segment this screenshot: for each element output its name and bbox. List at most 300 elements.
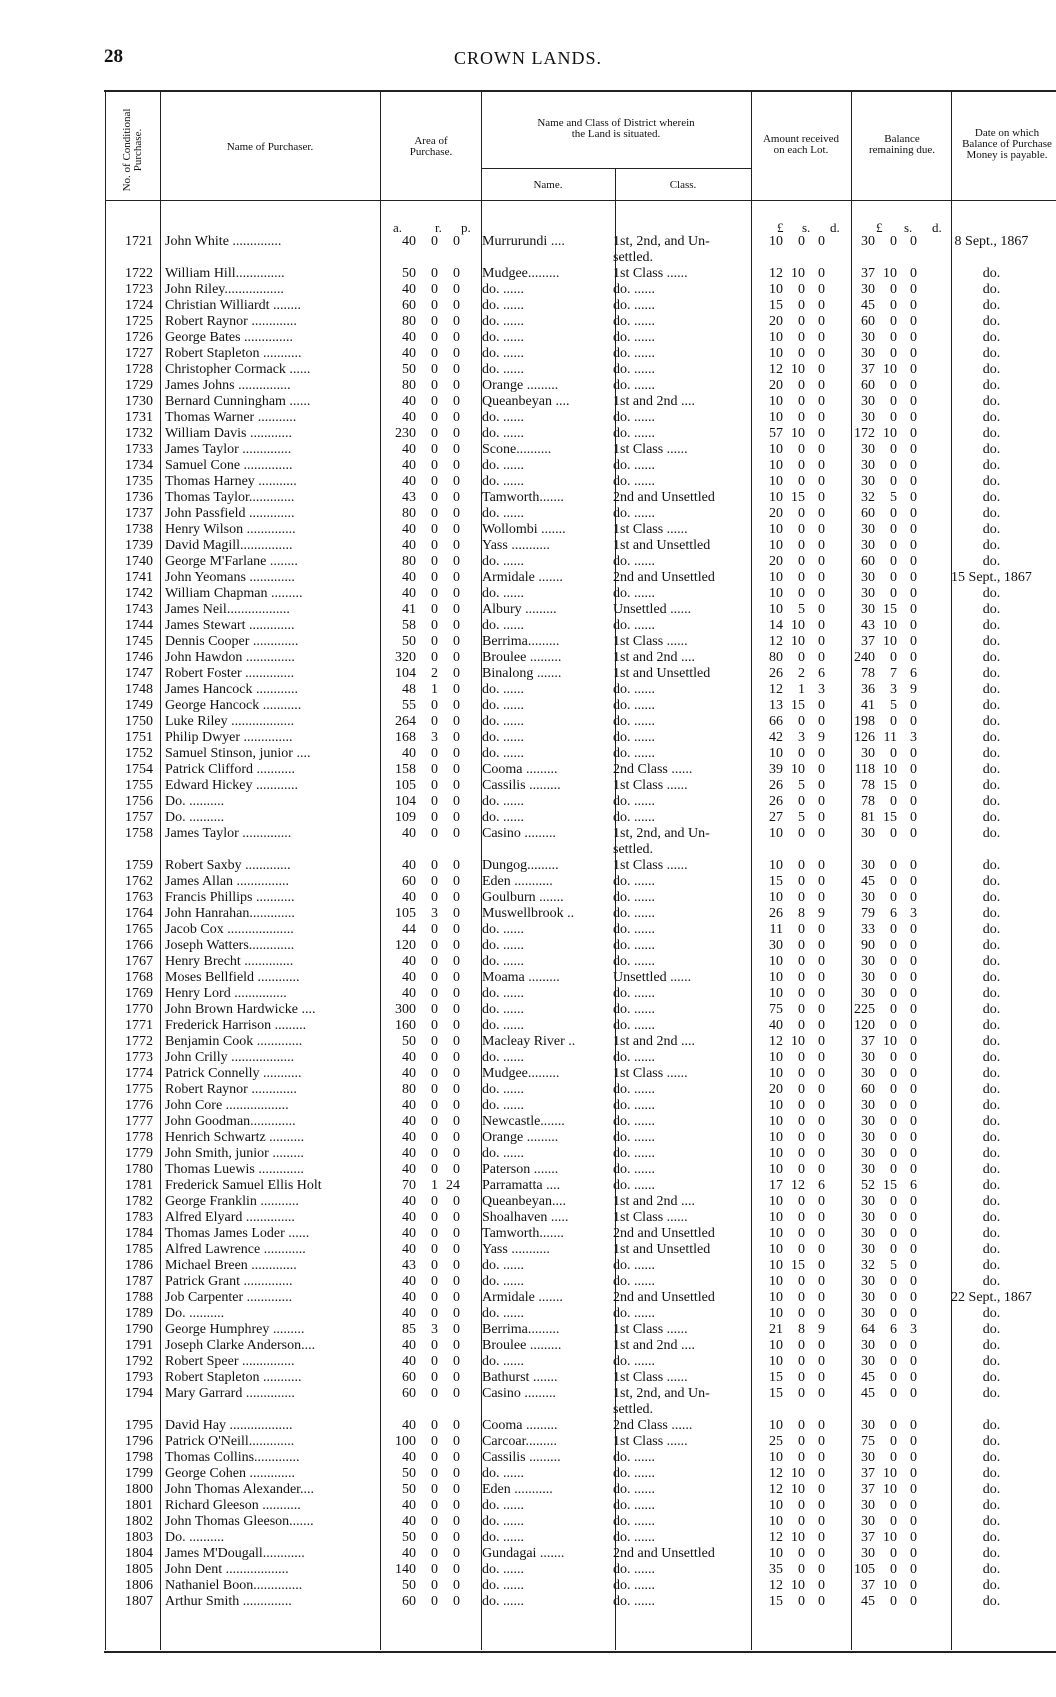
balance-pence: 0 [910,938,917,953]
amount-pounds: 42 [769,730,783,745]
amount-pence: 0 [818,938,825,953]
purchases-table [105,234,1056,1610]
purchase-number: 1791 [125,1338,153,1353]
balance-pounds: 30 [861,1162,875,1177]
area-perches: 0 [453,970,460,985]
purchaser-name: James Johns ............... [165,378,291,393]
purchase-number: 1805 [125,1562,153,1577]
purchaser-name: William Davis ............ [165,426,292,441]
district-name: do. ...... [482,794,524,809]
unit-pounds: £ [777,220,784,235]
balance-pounds: 45 [861,1594,875,1609]
area-perches: 0 [453,1242,460,1257]
amount-pounds: 12 [769,634,783,649]
district-name: Macleay River .. [482,1034,576,1049]
table-row [105,394,1056,410]
purchaser-name: John Core .................. [165,1098,289,1113]
area-perches: 0 [453,778,460,793]
payment-date: do. [982,1530,1001,1545]
amount-shillings: 0 [798,1354,805,1369]
header-district-class: Class. [669,179,697,191]
payment-date: do. [982,1370,1001,1385]
district-name: do. ...... [482,1466,524,1481]
area-acres: 60 [402,298,416,313]
purchase-number: 1725 [125,314,153,329]
area-acres: 40 [402,346,416,361]
area-perches: 0 [453,1194,460,1209]
area-roods: 0 [431,650,438,665]
purchaser-name: Thomas Warner ........... [165,410,297,425]
area-roods: 0 [431,1226,438,1241]
payment-date: do. [982,426,1001,441]
amount-pence: 0 [818,1466,825,1481]
district-class: 1st Class ...... [613,634,688,649]
area-roods: 0 [431,858,438,873]
area-perches: 0 [453,410,460,425]
amount-pence: 0 [818,634,825,649]
amount-shillings: 0 [798,826,805,841]
amount-shillings: 0 [798,1130,805,1145]
balance-pounds: 30 [861,954,875,969]
purchase-number: 1774 [125,1066,153,1081]
payment-date: do. [982,266,1001,281]
area-acres: 40 [402,1498,416,1513]
balance-shillings: 0 [890,1370,897,1385]
table-row [105,778,1056,794]
balance-pence: 0 [910,1258,917,1273]
payment-date: do. [982,362,1001,377]
district-name: do. ...... [482,330,524,345]
balance-pence [897,842,927,858]
district-name: do. ...... [482,1098,524,1113]
area-roods: 0 [431,1082,438,1097]
balance-pence: 0 [910,298,917,313]
area-acres: 264 [395,714,416,729]
amount-shillings: 0 [798,1498,805,1513]
balance-pounds: 30 [861,826,875,841]
balance-pounds: 198 [854,714,875,729]
area-acres: 50 [402,362,416,377]
amount-pence: 0 [818,1386,825,1401]
payment-date: do. [982,1322,1001,1337]
balance-shillings: 0 [890,858,897,873]
purchase-number: 1731 [125,410,153,425]
payment-date: do. [982,1466,1001,1481]
table-row [105,1178,1056,1194]
area-roods: 0 [431,874,438,889]
balance-pence: 0 [910,1546,917,1561]
amount-pence: 0 [818,1258,825,1273]
district-name [478,1402,609,1418]
balance-shillings: 0 [890,522,897,537]
purchaser-name: Thomas Harney ........... [165,474,297,489]
payment-date: do. [982,394,1001,409]
table-row [105,458,1056,474]
balance-shillings: 0 [890,378,897,393]
balance-shillings [875,250,897,266]
balance-shillings: 10 [883,1578,897,1593]
balance-pounds: 30 [861,538,875,553]
district-class: do. ...... [613,922,655,937]
area-acres: 50 [402,1034,416,1049]
amount-shillings: 10 [791,1578,805,1593]
balance-pounds [833,250,875,266]
balance-pence [897,250,927,266]
district-class: do. ...... [613,1450,655,1465]
area-roods: 0 [431,458,438,473]
purchaser-name: Michael Breen ............. [165,1258,297,1273]
purchase-number: 1748 [125,682,153,697]
page-number: 28 [104,46,123,67]
payment-date: do. [982,1178,1001,1193]
district-name: Murrurundi .... [482,234,565,249]
area-roods: 0 [431,298,438,313]
balance-pence: 0 [910,474,917,489]
purchase-number: 1732 [125,426,153,441]
district-class: do. ...... [613,618,655,633]
area-roods: 0 [431,954,438,969]
purchaser-name: Joseph Watters............. [165,938,295,953]
area-roods: 0 [431,490,438,505]
area-acres: 40 [402,282,416,297]
balance-pence: 0 [910,826,917,841]
payment-date: do. [982,970,1001,985]
amount-pence [805,250,833,266]
table-row [105,1498,1056,1514]
balance-shillings: 0 [890,474,897,489]
area-perches: 0 [453,1562,460,1577]
amount-pounds: 15 [769,1370,783,1385]
area-perches: 0 [453,586,460,601]
area-roods: 0 [431,1354,438,1369]
district-name: do. ...... [482,554,524,569]
amount-pounds: 26 [769,794,783,809]
balance-shillings: 0 [890,1450,897,1465]
table-row [105,1146,1056,1162]
table-row [105,330,1056,346]
area-roods: 0 [431,1274,438,1289]
amount-pounds: 10 [769,1450,783,1465]
purchase-number: 1727 [125,346,153,361]
purchaser-name: George M'Farlane ........ [165,554,298,569]
district-name: do. ...... [482,410,524,425]
purchaser-name: Henry Wilson .............. [165,522,296,537]
area-perches: 0 [453,1466,460,1481]
amount-pounds: 10 [769,1290,783,1305]
purchase-number: 1757 [125,810,153,825]
purchase-number: 1806 [125,1578,153,1593]
balance-pounds: 30 [861,1098,875,1113]
balance-pounds: 60 [861,378,875,393]
payment-date: do. [982,538,1001,553]
balance-pence: 3 [910,906,917,921]
area-roods: 0 [431,1162,438,1177]
district-class: 2nd and Unsettled [613,570,715,585]
purchaser-name: Mary Garrard .............. [165,1386,295,1401]
table-row [105,474,1056,490]
purchase-number: 1795 [125,1418,153,1433]
table-row [105,426,1056,442]
area-roods: 0 [431,938,438,953]
purchaser-name: George Humphrey ......... [165,1322,305,1337]
purchase-number: 1734 [125,458,153,473]
table-row [105,282,1056,298]
amount-shillings: 0 [798,1098,805,1113]
amount-pence: 0 [818,1562,825,1577]
amount-pence: 0 [818,314,825,329]
payment-date: do. [982,954,1001,969]
district-class: do. ...... [613,1018,655,1033]
balance-pounds: 30 [861,570,875,585]
balance-shillings: 15 [883,602,897,617]
payment-date: do. [982,826,1001,841]
purchaser-name: Henry Brecht .............. [165,954,294,969]
amount-pence: 0 [818,1546,825,1561]
amount-pounds: 10 [769,602,783,617]
area-roods: 0 [431,442,438,457]
amount-shillings: 10 [791,362,805,377]
balance-shillings: 6 [890,1322,897,1337]
amount-shillings: 10 [791,1482,805,1497]
purchaser-name: Henry Lord ............... [165,986,287,1001]
purchaser-name: James Taylor .............. [165,442,292,457]
area-perches: 0 [453,394,460,409]
payment-date: do. [982,1386,1001,1401]
amount-shillings: 0 [798,922,805,937]
area-roods: 0 [431,1290,438,1305]
area-perches: 0 [453,698,460,713]
amount-pence: 9 [818,730,825,745]
balance-pounds: 30 [861,458,875,473]
table-row [105,714,1056,730]
balance-shillings: 0 [890,298,897,313]
header-date: Date on which Balance of Purchase Money is payable. [962,127,1052,161]
district-name: Casino ......... [482,1386,556,1401]
area-acres: 40 [402,410,416,425]
district-name: Berrima......... [482,634,560,649]
district-name: Armidale ....... [482,1290,563,1305]
area-roods: 0 [431,1594,438,1609]
header-district-name: Name. [533,179,563,191]
amount-pounds: 10 [769,890,783,905]
balance-pence: 0 [910,506,917,521]
district-name: Wollombi ....... [482,522,566,537]
balance-pounds: 30 [861,746,875,761]
district-name: do. ...... [482,346,524,361]
purchaser-name: Do. .......... [165,1530,225,1545]
amount-shillings: 0 [798,858,805,873]
balance-pounds: 30 [861,970,875,985]
table-row [105,1290,1056,1306]
district-class: 1st Class ...... [613,1066,688,1081]
area-perches: 0 [453,266,460,281]
district-class: do. ...... [613,1002,655,1017]
area-acres: 43 [402,1258,416,1273]
amount-pence: 0 [818,442,825,457]
amount-shillings: 0 [798,938,805,953]
balance-pence: 0 [910,794,917,809]
area-roods: 0 [431,714,438,729]
amount-pence: 0 [818,1338,825,1353]
balance-shillings: 0 [890,1418,897,1433]
area-perches: 0 [453,826,460,841]
district-name: Carcoar......... [482,1434,558,1449]
balance-shillings: 0 [890,1098,897,1113]
amount-shillings: 0 [798,1514,805,1529]
table-row [105,1450,1056,1466]
table-row [105,1546,1056,1562]
table-row [105,1002,1056,1018]
balance-shillings: 0 [890,1162,897,1177]
area-perches: 0 [453,314,460,329]
amount-pence: 6 [818,1178,825,1193]
area-perches: 0 [453,346,460,361]
district-name: do. ...... [482,698,524,713]
area-roods: 0 [431,1482,438,1497]
balance-shillings: 0 [890,954,897,969]
area-acres: 40 [402,826,416,841]
amount-shillings: 0 [798,1194,805,1209]
district-name: do. ...... [482,314,524,329]
purchase-number: 1739 [125,538,153,553]
amount-pence: 0 [818,410,825,425]
balance-pounds: 32 [861,490,875,505]
unit-shillings: s. [802,220,811,235]
area-acres: 140 [395,1562,416,1577]
amount-pence: 0 [818,458,825,473]
district-name: Goulburn ....... [482,890,564,905]
amount-pounds: 12 [769,266,783,281]
purchaser-name: David Hay .................. [165,1418,293,1433]
amount-shillings: 0 [798,970,805,985]
amount-pounds: 10 [769,746,783,761]
area-perches: 0 [453,1034,460,1049]
district-class: 2nd and Unsettled [613,490,715,505]
area-acres: 50 [402,1530,416,1545]
amount-pence: 0 [818,1418,825,1433]
purchase-number: 1766 [125,938,153,953]
balance-shillings: 0 [890,554,897,569]
amount-pence: 0 [818,746,825,761]
district-name: Tamworth....... [482,1226,564,1241]
table-row [105,810,1056,826]
area-acres: 80 [402,1082,416,1097]
amount-pounds: 75 [769,1002,783,1017]
balance-pounds: 41 [861,698,875,713]
district-class: do. ...... [613,906,655,921]
balance-pence: 0 [910,778,917,793]
payment-date: do. [982,346,1001,361]
area-roods: 0 [431,1242,438,1257]
payment-date: do. [982,506,1001,521]
balance-pence: 0 [910,986,917,1001]
balance-pounds: 30 [861,1226,875,1241]
area-roods: 0 [431,522,438,537]
amount-shillings: 0 [798,1418,805,1433]
balance-pounds: 37 [861,1530,875,1545]
balance-pounds: 30 [861,602,875,617]
purchaser-name: Robert Saxby ............. [165,858,291,873]
payment-date: do. [982,522,1001,537]
purchaser-name: Samuel Cone .............. [165,458,293,473]
table-row [105,410,1056,426]
amount-shillings: 0 [798,474,805,489]
district-name: do. ...... [482,426,524,441]
balance-pence: 0 [910,378,917,393]
table-row [105,1258,1056,1274]
table-row [105,922,1056,938]
payment-date: do. [982,618,1001,633]
area-acres: 60 [402,1386,416,1401]
purchase-number [105,842,159,858]
area-perches: 0 [453,1418,460,1433]
balance-pounds: 37 [861,1482,875,1497]
area-roods: 0 [431,1562,438,1577]
amount-pence: 0 [818,794,825,809]
purchaser-name: William Chapman ......... [165,586,303,601]
balance-pounds: 37 [861,1034,875,1049]
district-name: Eden ........... [482,874,553,889]
amount-pence: 0 [818,266,825,281]
balance-pounds: 30 [861,410,875,425]
payment-date: do. [982,1258,1001,1273]
amount-pence: 0 [818,474,825,489]
district-class: do. ...... [613,1578,655,1593]
table-row [105,586,1056,602]
amount-pounds: 10 [769,826,783,841]
table-row [105,570,1056,586]
purchaser-name: Job Carpenter ............. [165,1290,293,1305]
table-row [105,362,1056,378]
district-class: 1st Class ...... [613,442,688,457]
purchase-number: 1736 [125,490,153,505]
payment-date: do. [982,1082,1001,1097]
purchaser-name [159,842,382,858]
amount-shillings: 0 [798,1226,805,1241]
district-name: do. ...... [482,282,524,297]
balance-shillings: 0 [890,506,897,521]
payment-date: do. [982,1034,1001,1049]
balance-shillings: 0 [890,570,897,585]
table-row [105,730,1056,746]
balance-pounds: 30 [861,1274,875,1289]
purchase-number: 1745 [125,634,153,649]
purchaser-name: James Stewart ............. [165,618,295,633]
area-roods: 0 [431,570,438,585]
balance-shillings: 0 [890,346,897,361]
district-class: do. ...... [613,1258,655,1273]
balance-pounds: 30 [861,1450,875,1465]
district-name: Queanbeyan.... [482,1194,566,1209]
district-name: Cooma ......... [482,762,558,777]
district-name: do. ...... [482,362,524,377]
amount-pounds: 10 [769,1338,783,1353]
area-perches: 0 [453,1114,460,1129]
balance-pounds: 30 [861,1146,875,1161]
district-name: do. ...... [482,458,524,473]
amount-shillings: 0 [798,714,805,729]
area-roods: 0 [431,746,438,761]
balance-shillings: 15 [883,810,897,825]
purchase-number: 1783 [125,1210,153,1225]
district-name: Eden ........... [482,1482,553,1497]
balance-pounds: 78 [861,794,875,809]
area-acres: 40 [402,954,416,969]
table-row [105,858,1056,874]
payment-date: do. [982,1498,1001,1513]
balance-shillings: 0 [890,1066,897,1081]
table-row [105,554,1056,570]
